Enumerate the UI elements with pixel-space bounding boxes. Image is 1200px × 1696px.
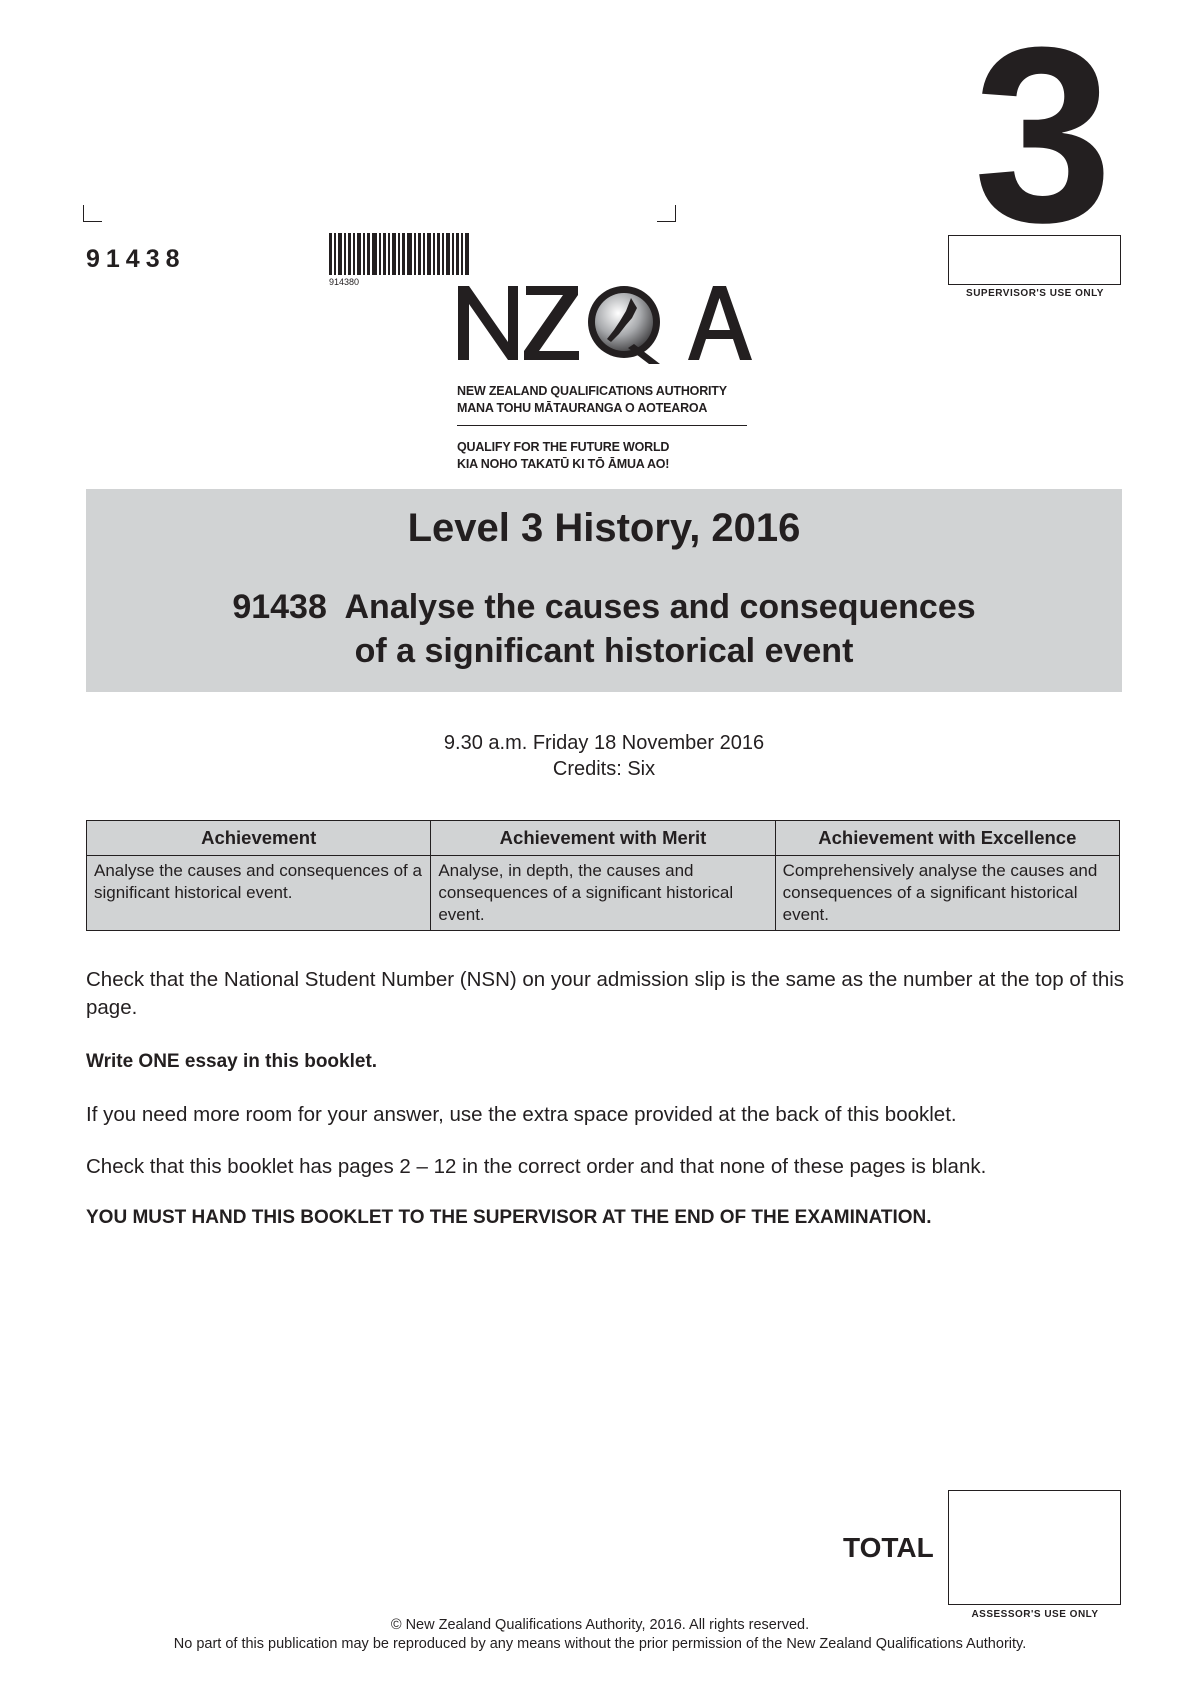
- logo-tagline: QUALIFY FOR THE FUTURE WORLD: [457, 440, 670, 454]
- header-excellence: Achievement with Excellence: [775, 821, 1119, 856]
- instruction-hand-in: YOU MUST HAND THIS BOOKLET TO THE SUPERVISOR AT THE END OF THE EXAMINATION.: [86, 1207, 932, 1228]
- instruction-extra-room: If you need more room for your answer, use the extra space provided at the back of this booklet.: [86, 1103, 957, 1126]
- nzqa-logo: [456, 278, 756, 368]
- copyright-notice: No part of this publication may be reproduced by any means without the prior permission of the New Zealand Qualifications Authority.: [173, 1636, 1027, 1652]
- crop-mark-right: [657, 205, 676, 222]
- assessor-total-box[interactable]: [948, 1490, 1121, 1605]
- cell-merit: Analyse, in depth, the causes and consequences of a significant historical event.: [431, 856, 775, 931]
- exam-credits: Credits: Six: [552, 758, 656, 780]
- barcode-number: 914380: [329, 277, 360, 287]
- logo-authority-name: NEW ZEALAND QUALIFICATIONS AUTHORITY: [457, 384, 727, 398]
- cell-excellence: Comprehensively analyse the causes and consequences of a significant historical event.: [775, 856, 1119, 931]
- instruction-write-one: Write ONE essay in this booklet.: [86, 1051, 378, 1072]
- barcode: [329, 233, 471, 275]
- assessor-use-label: ASSESSOR'S USE ONLY: [971, 1609, 1099, 1620]
- logo-maori-name: MANA TOHU MĀTAURANGA O AOTEAROA: [457, 401, 708, 415]
- standard-title-line-2: of a significant historical event: [354, 632, 854, 670]
- supervisor-use-label: SUPERVISOR'S USE ONLY: [966, 288, 1104, 299]
- standard-code: 91438: [86, 245, 186, 273]
- level-number: 3: [973, 0, 1107, 274]
- page-title: Level 3 History, 2016: [407, 506, 801, 550]
- header-merit: Achievement with Merit: [431, 821, 775, 856]
- cell-achievement: Analyse the causes and consequences of a significant historical event.: [87, 856, 431, 931]
- total-label: TOTAL: [843, 1532, 934, 1563]
- exam-time: 9.30 a.m. Friday 18 November 2016: [443, 732, 765, 754]
- achievement-criteria-table: [86, 820, 1120, 931]
- supervisor-use-box: [948, 235, 1121, 285]
- table-header-row: [87, 821, 1120, 856]
- header-achievement: Achievement: [87, 821, 431, 856]
- table-row: [87, 856, 1120, 931]
- instruction-nsn: Check that the National Student Number (NSN) on your admission slip is the same as the number at the top of this page.: [86, 968, 1125, 1019]
- copyright-line: © New Zealand Qualifications Authority, 2016. All rights reserved.: [390, 1617, 810, 1633]
- logo-divider: [457, 425, 747, 426]
- logo-tagline-maori: KIA NOHO TAKATŪ KI TŌ ĀMUA AO!: [457, 457, 670, 471]
- exam-details: [86, 730, 1122, 782]
- standard-title-line-1: 91438 Analyse the causes and consequences: [232, 588, 976, 626]
- standard-title: [86, 585, 1122, 673]
- crop-mark-left: [83, 205, 102, 222]
- instruction-pages: Check that this booklet has pages 2 – 12 in the correct order and that none of these pages is blank.: [86, 1155, 987, 1178]
